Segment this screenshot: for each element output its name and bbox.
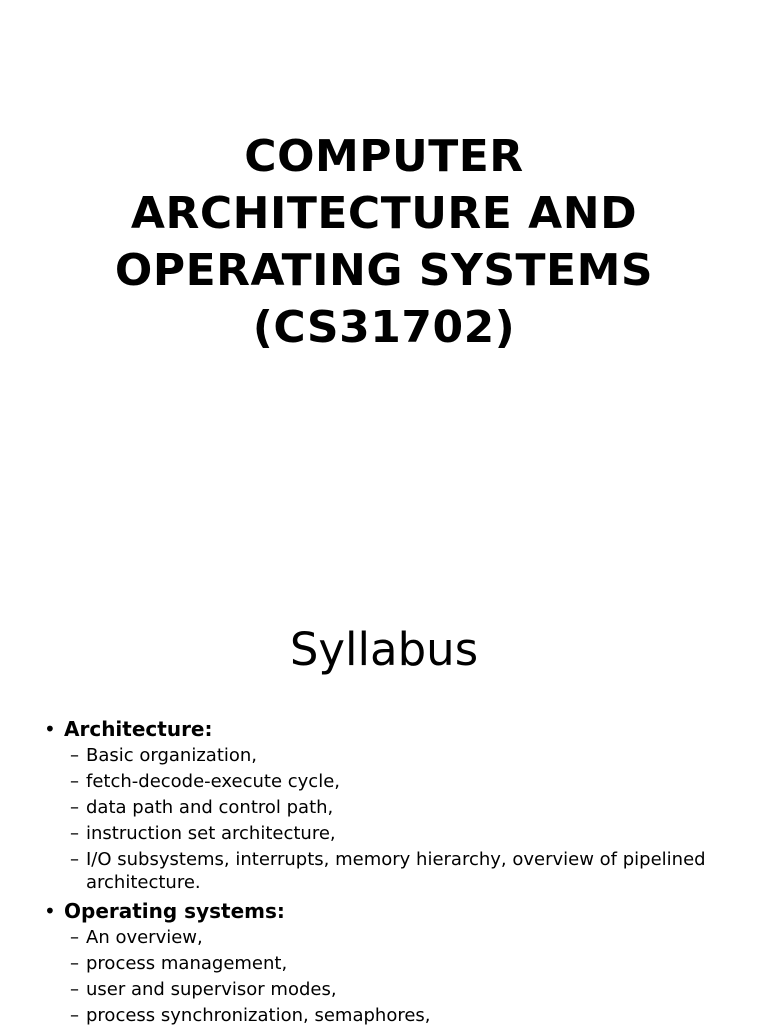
topic-label: Operating systems: (64, 899, 285, 923)
dash-icon: – (70, 745, 79, 766)
topic-operating-systems (44, 896, 744, 926)
list-item (44, 744, 744, 767)
syllabus-heading: Syllabus (289, 623, 479, 676)
slide-title (0, 128, 768, 356)
list-item-text: instruction set architecture, (86, 823, 336, 844)
title-line: COMPUTER (244, 131, 524, 182)
dash-icon: – (70, 979, 79, 1000)
list-item (44, 978, 744, 1001)
list-item-text: data path and control path, (86, 797, 334, 818)
title-line: ARCHITECTURE AND (130, 188, 638, 239)
bullet-icon: • (44, 717, 56, 741)
list-item (44, 770, 744, 793)
dash-icon: – (70, 1005, 79, 1026)
list-item (44, 822, 744, 845)
dash-icon: – (70, 927, 79, 948)
title-line: (CS31702) (252, 302, 516, 353)
dash-icon: – (70, 797, 79, 818)
list-item (44, 848, 744, 894)
dash-icon: – (70, 823, 79, 844)
dash-icon: – (70, 849, 79, 870)
list-item-text: fetch-decode-execute cycle, (86, 771, 341, 792)
topic-label: Architecture: (64, 717, 213, 741)
list-item-text: Basic organization, (86, 745, 258, 766)
list-item-text: process synchronization, semaphores, (86, 1005, 431, 1026)
title-line: OPERATING SYSTEMS (114, 245, 654, 296)
list-item-text: I/O subsystems, interrupts, memory hierarchy, overview of pipelined architecture. (86, 849, 706, 893)
list-item-text: process management, (86, 953, 288, 974)
bullet-icon: • (44, 899, 56, 923)
dash-icon: – (70, 953, 79, 974)
list-item (44, 796, 744, 819)
list-item (44, 926, 744, 949)
list-item-text: An overview, (86, 927, 203, 948)
syllabus-list (44, 714, 744, 1030)
list-item (44, 952, 744, 975)
dash-icon: – (70, 771, 79, 792)
list-item-text: user and supervisor modes, (86, 979, 337, 1000)
topic-architecture (44, 714, 744, 744)
